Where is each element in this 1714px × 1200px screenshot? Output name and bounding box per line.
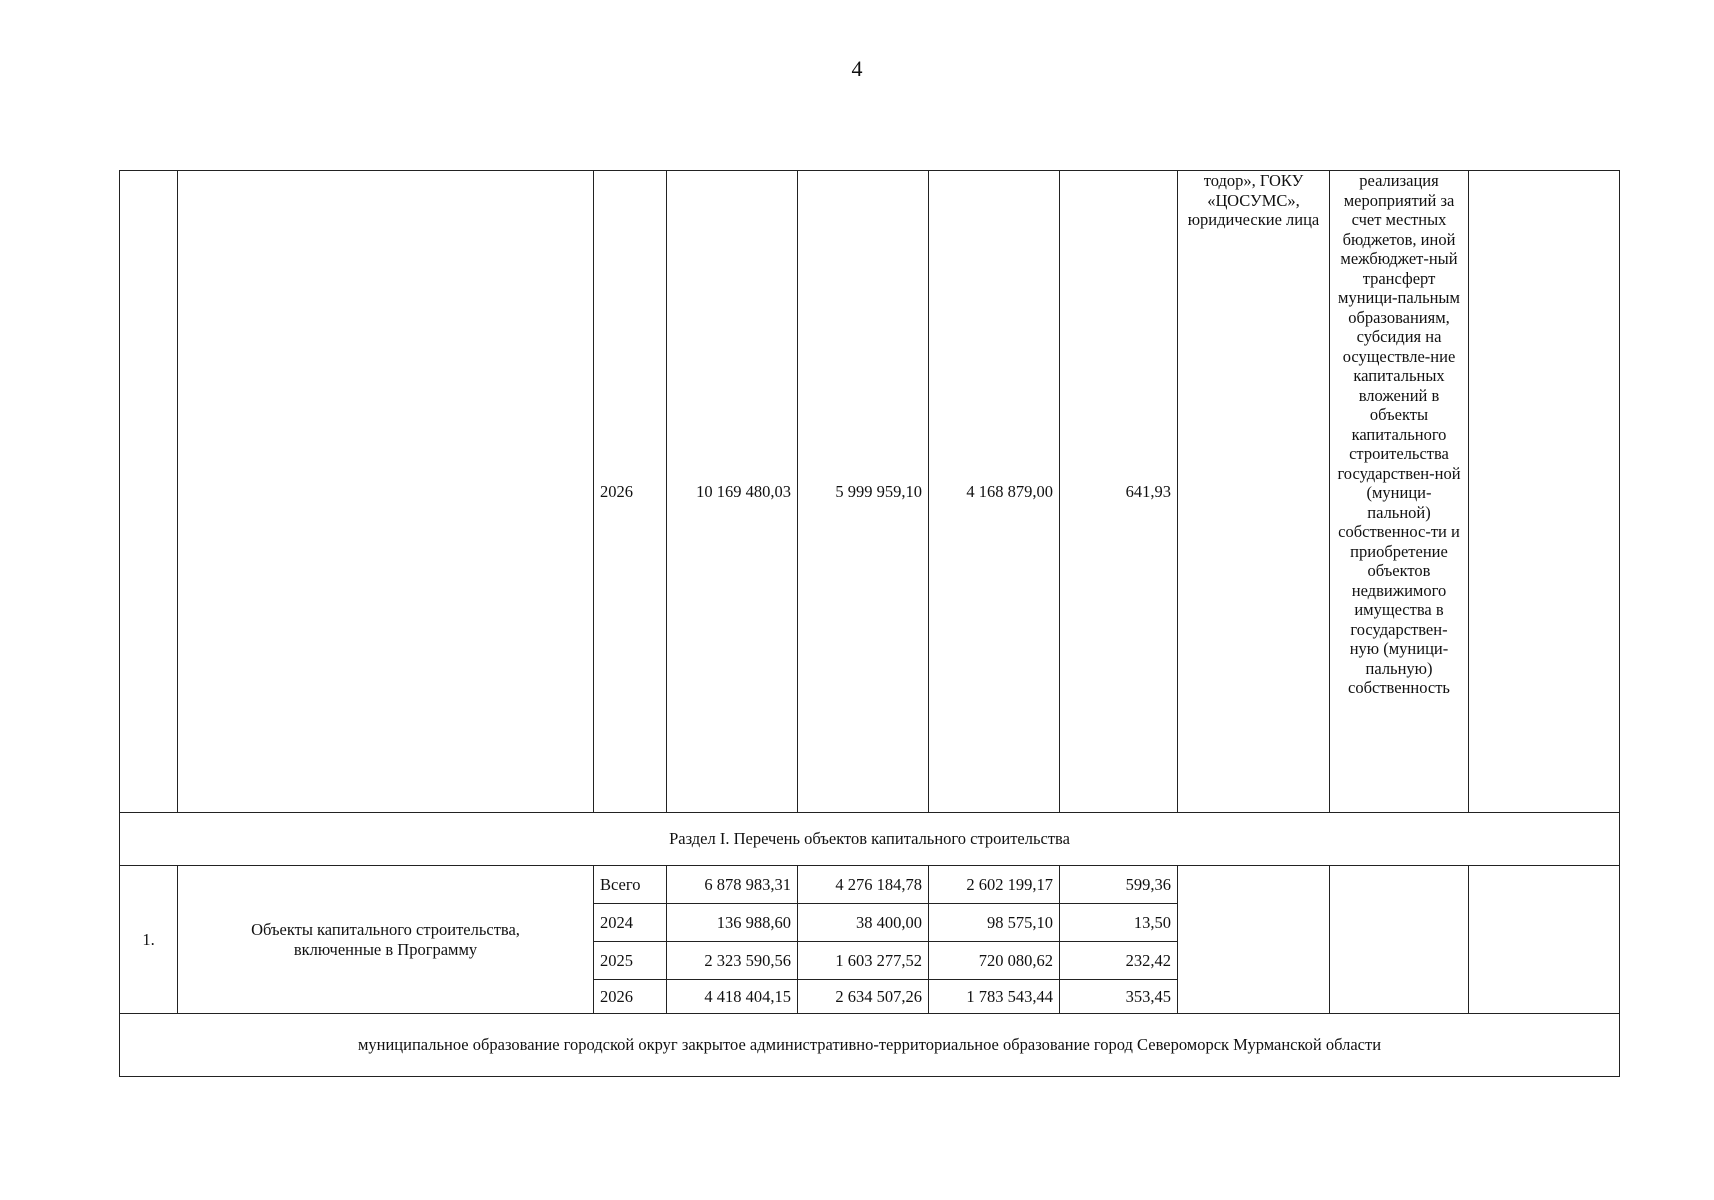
value-col-4: 353,45	[1060, 980, 1178, 1014]
value-total: 4 418 404,15	[667, 980, 798, 1014]
year-cell: Всего	[594, 866, 667, 904]
value-total: 136 988,60	[667, 904, 798, 942]
value-col-4: 13,50	[1060, 904, 1178, 942]
value-col-3: 1 783 543,44	[929, 980, 1060, 1014]
value-total: 10 169 480,03	[667, 171, 798, 813]
continuation-row	[120, 171, 1620, 813]
value-col-2: 1 603 277,52	[798, 942, 929, 980]
year-cell: 2026	[594, 980, 667, 1014]
value-col-3: 2 602 199,17	[929, 866, 1060, 904]
value-col-3: 720 080,62	[929, 942, 1060, 980]
year-cell: 2024	[594, 904, 667, 942]
value-col-2: 2 634 507,26	[798, 980, 929, 1014]
year-cell: 2026	[594, 171, 667, 813]
cell-last-empty	[1469, 866, 1620, 1014]
page-number: 4	[851, 56, 863, 81]
program-table	[119, 170, 1620, 1077]
item-number: 1.	[120, 866, 178, 1014]
mechanism-empty	[1330, 866, 1469, 1014]
executors-cell: тодор», ГОКУ «ЦОСУМС», юридические лица	[1178, 171, 1330, 813]
mechanism-cell: реализация мероприятий за счет местных бюджетов, иной межбюджет-ный трансферт муници-пальным образованиям, субсидия на осуществле-ние капитальных вложений в объекты капитального строительства государствен-ной (муници-пальной) собственнос-ти и приобретение объектов недвижимого имущества в государствен-ную (муници-пальную) собственность	[1330, 171, 1469, 813]
value-col-4: 599,36	[1060, 866, 1178, 904]
value-total: 2 323 590,56	[667, 942, 798, 980]
cell-number-empty	[120, 171, 178, 813]
value-col-4: 232,42	[1060, 942, 1178, 980]
value-col-3: 98 575,10	[929, 904, 1060, 942]
value-col-2: 38 400,00	[798, 904, 929, 942]
value-col-4: 641,93	[1060, 171, 1178, 813]
executors-empty	[1178, 866, 1330, 1014]
section-title: Раздел I. Перечень объектов капитального строительства	[120, 813, 1620, 866]
cell-name-empty	[178, 171, 594, 813]
year-cell: 2025	[594, 942, 667, 980]
municipal-title: муниципальное образование городской округ закрытое административно-территориальное образование город Североморск Мурманской области	[120, 1014, 1620, 1077]
section-row	[120, 813, 1620, 866]
table-row	[120, 866, 1620, 904]
municipal-row	[120, 1014, 1620, 1077]
value-col-3: 4 168 879,00	[929, 171, 1060, 813]
value-col-2: 4 276 184,78	[798, 866, 929, 904]
item-name: Объекты капитального строительства, включенные в Программу	[178, 866, 594, 1014]
value-total: 6 878 983,31	[667, 866, 798, 904]
value-col-2: 5 999 959,10	[798, 171, 929, 813]
cell-last-empty	[1469, 171, 1620, 813]
